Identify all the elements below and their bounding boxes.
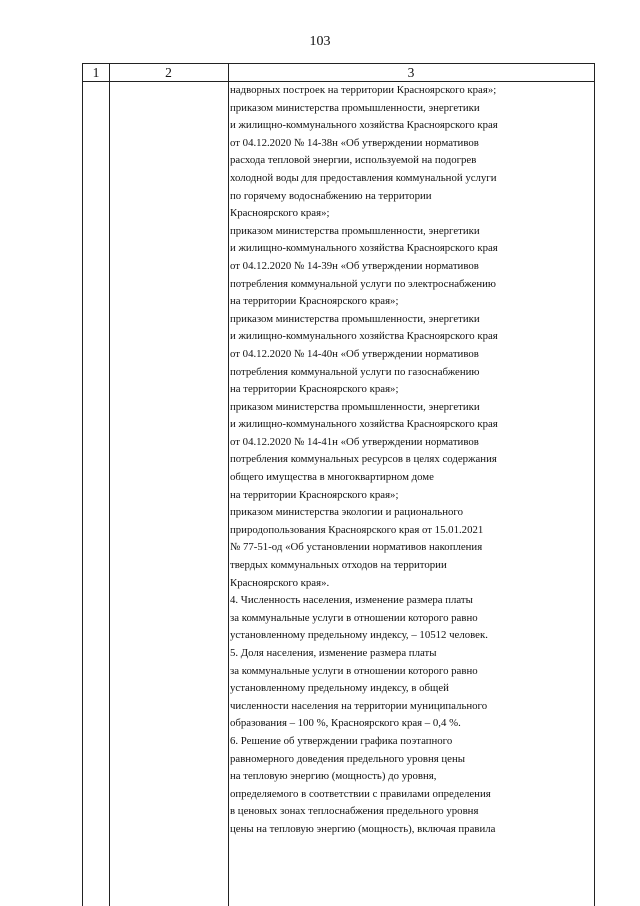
text-line: приказом министерства экологии и рационального bbox=[230, 506, 463, 519]
text-line: на тепловую энергию (мощность) до уровня, bbox=[230, 770, 437, 783]
text-line: потребления коммунальной услуги по электроснабжению bbox=[230, 277, 496, 290]
text-line: от 04.12.2020 № 14-39н «Об утверждении нормативов bbox=[230, 259, 479, 272]
text-line: 5. Доля населения, изменение размера платы bbox=[230, 647, 437, 659]
text-line: цены на тепловую энергию (мощность), включая правила bbox=[230, 822, 496, 835]
text-line: приказом министерства промышленности, энергетики bbox=[230, 400, 480, 413]
text-line: приказом министерства промышленности, энергетики bbox=[230, 101, 480, 114]
column3-text bbox=[230, 82, 592, 839]
text-line: Красноярского края». bbox=[230, 576, 330, 589]
column-divider-1 bbox=[109, 64, 110, 906]
header-cell-col2: 2 bbox=[165, 65, 172, 80]
text-line: установленному предельному индексу, – 10512 человек. bbox=[230, 629, 488, 642]
text-line: в ценовых зонах теплоснабжения предельного уровня bbox=[230, 805, 479, 818]
text-line: численности населения на территории муниципального bbox=[230, 699, 488, 712]
text-line: по горячему водоснабжению на территории bbox=[230, 189, 432, 202]
text-line: расхода тепловой энергии, используемой на подогрев bbox=[230, 154, 477, 167]
text-line: потребления коммунальных ресурсов в целях содержания bbox=[230, 453, 497, 466]
text-line: и жилищно-коммунального хозяйства Красноярского края bbox=[230, 119, 498, 132]
text-line: холодной воды для предоставления коммунальной услуги bbox=[230, 171, 497, 184]
text-line: образования – 100 %, Красноярского края – 0,4 %. bbox=[230, 717, 461, 730]
text-line: приказом министерства промышленности, энергетики bbox=[230, 224, 480, 237]
text-line: 4. Численность населения, изменение размера платы bbox=[230, 594, 473, 607]
text-line: Красноярского края»; bbox=[230, 207, 330, 220]
table-header-row bbox=[83, 64, 594, 82]
text-line: № 77-51-од «Об установлении нормативов накопления bbox=[230, 541, 483, 554]
text-line: от 04.12.2020 № 14-41н «Об утверждении нормативов bbox=[230, 435, 479, 448]
header-cell-col1: 1 bbox=[92, 65, 100, 80]
text-line: потребления коммунальной услуги по газоснабжению bbox=[230, 365, 480, 378]
text-line: определяемого в соответствии с правилами определения bbox=[230, 787, 491, 800]
header-cell-col3: 3 bbox=[407, 65, 415, 80]
text-line: на территории Красноярского края»; bbox=[230, 295, 399, 308]
page-number: 103 bbox=[309, 34, 331, 49]
document-table bbox=[82, 63, 595, 906]
text-line: от 04.12.2020 № 14-40н «Об утверждении нормативов bbox=[230, 347, 479, 360]
text-line: и жилищно-коммунального хозяйства Красноярского края bbox=[230, 242, 498, 255]
text-line: и жилищно-коммунального хозяйства Красноярского края bbox=[230, 418, 498, 431]
text-line: на территории Красноярского края»; bbox=[230, 383, 399, 396]
text-line: равномерного доведения предельного уровня цены bbox=[230, 752, 465, 765]
text-line: и жилищно-коммунального хозяйства Красноярского края bbox=[230, 330, 498, 343]
text-line: за коммунальные услуги в отношении которого равно bbox=[230, 611, 478, 624]
text-line: приказом министерства промышленности, энергетики bbox=[230, 312, 480, 325]
text-line: твердых коммунальных отходов на территории bbox=[230, 559, 447, 572]
column-divider-2 bbox=[228, 64, 229, 906]
text-line: за коммунальные услуги в отношении которого равно bbox=[230, 664, 478, 677]
text-line: 6. Решение об утверждении графика поэтапного bbox=[230, 734, 453, 747]
text-line: природопользования Красноярского края от 15.01.2021 bbox=[230, 523, 484, 536]
text-line: установленному предельному индексу, в общей bbox=[230, 682, 449, 695]
text-line: от 04.12.2020 № 14-38н «Об утверждении нормативов bbox=[230, 136, 479, 149]
text-line: надворных построек на территории Красноярского края»; bbox=[230, 84, 497, 96]
text-line: общего имущества в многоквартирном доме bbox=[230, 471, 434, 484]
text-line: на территории Красноярского края»; bbox=[230, 488, 399, 501]
